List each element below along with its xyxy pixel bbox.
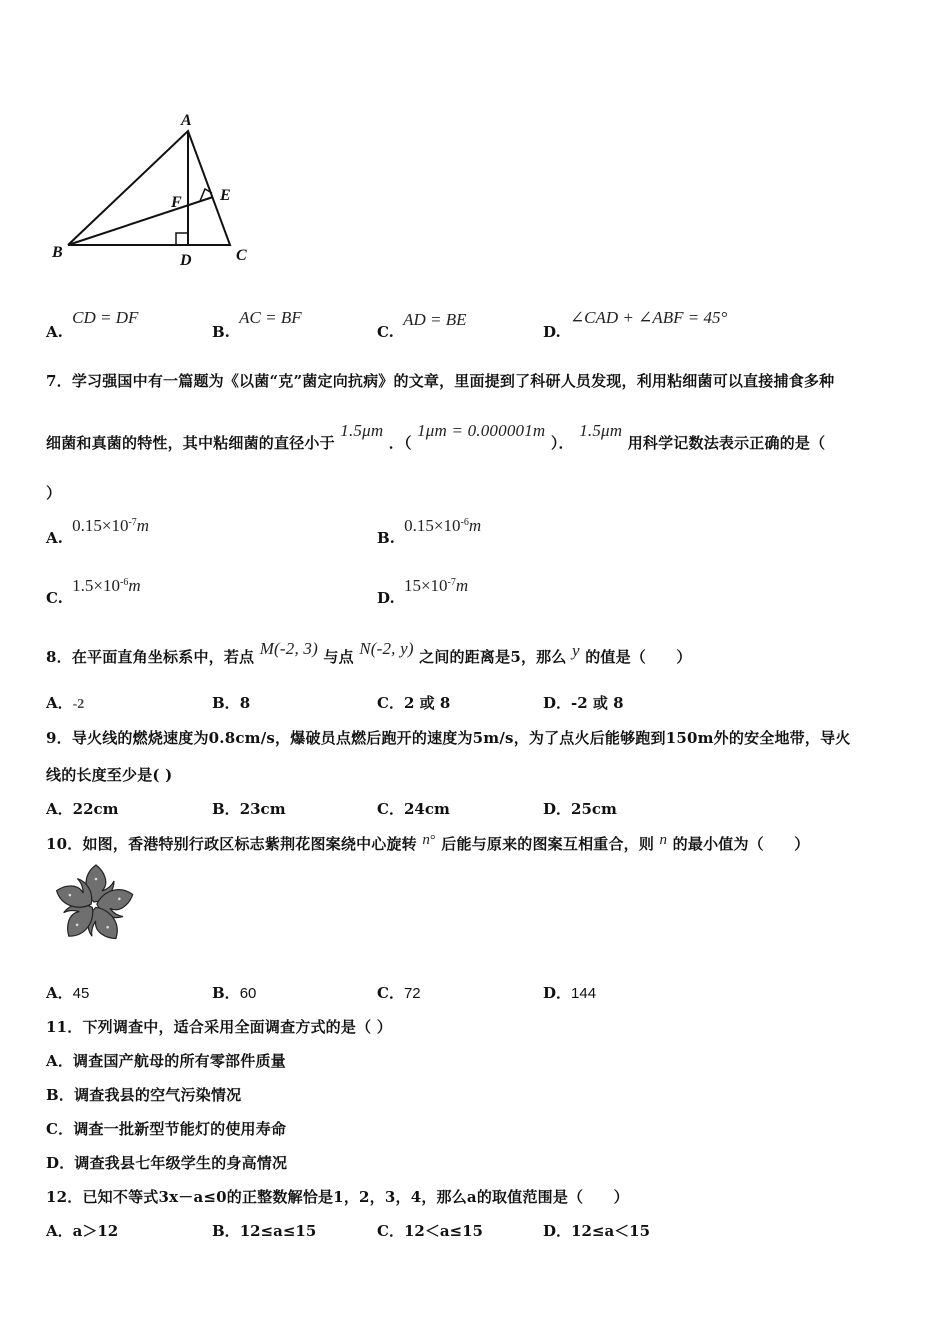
q7-option-base: 0.15×10 bbox=[404, 516, 461, 535]
q6-option-expr: ∠CAD + ∠ABF = 45° bbox=[569, 308, 728, 327]
q9-option-label: B． bbox=[212, 800, 240, 818]
q9-stem-line2: 线的长度至少是( ) bbox=[46, 766, 173, 784]
q9-option-label: A． bbox=[46, 800, 73, 818]
q8-text: 之间的距离是5，那么 bbox=[419, 648, 567, 666]
q6-option-a[interactable] bbox=[46, 308, 139, 342]
q8-option-label: B． bbox=[212, 694, 240, 712]
q9-stem-line1: 9．导火线的燃烧速度为0.8cm/s，爆破员点燃后跑开的速度为5m/s，为了点火后能够跑到150m外的安全地带，导火 bbox=[46, 729, 851, 747]
q7-option-exp: -6 bbox=[460, 517, 469, 528]
q9-option-label: C． bbox=[377, 800, 404, 818]
q10-text: 的最小值为（ ） bbox=[672, 835, 810, 853]
q8-text: 的值是（ ） bbox=[585, 648, 692, 666]
label-c: C bbox=[236, 247, 247, 264]
q7-option-label: A. bbox=[46, 529, 63, 547]
q7-option-label: D. bbox=[377, 589, 395, 607]
q12-option-label: A． bbox=[46, 1222, 73, 1240]
q8-option-label: C． bbox=[377, 694, 404, 712]
q10-option-label: A． bbox=[46, 984, 73, 1002]
q9-option-a[interactable] bbox=[46, 798, 119, 819]
q9-option-value: 25cm bbox=[571, 800, 617, 818]
q7-option-unit: m bbox=[128, 576, 141, 595]
q6-option-label: B. bbox=[212, 323, 230, 341]
q8-stem bbox=[46, 639, 692, 667]
q8-text: 8．在平面直角坐标系中，若点 bbox=[46, 648, 255, 666]
q9-option-value: 23cm bbox=[239, 800, 286, 818]
q8-option-value: -2 bbox=[72, 697, 85, 712]
q6-option-expr: CD = DF bbox=[72, 308, 139, 327]
q6-option-label: D. bbox=[543, 323, 561, 341]
q7-option-exp: -7 bbox=[128, 517, 137, 528]
triangle-abc-outline bbox=[68, 131, 230, 245]
q7-text: 用科学记数法表示正确的是（ bbox=[627, 434, 826, 452]
q8-option-a[interactable] bbox=[46, 692, 84, 713]
q10-option-value: 72 bbox=[403, 985, 421, 1002]
q7-stem-line3: ） bbox=[46, 484, 62, 502]
q7-text: ．（ bbox=[388, 434, 412, 452]
q10-option-value: 45 bbox=[72, 985, 90, 1002]
q9-option-label: D． bbox=[543, 800, 572, 818]
q12-option-a[interactable] bbox=[46, 1220, 118, 1241]
q12-option-value: a＞12 bbox=[72, 1222, 119, 1240]
q12-option-value: 12≤a＜15 bbox=[571, 1222, 651, 1240]
q6-option-expr: AD = BE bbox=[403, 310, 467, 329]
q7-option-label: B. bbox=[377, 529, 395, 547]
q10-option-value: 144 bbox=[571, 985, 597, 1002]
q11-stem: 11．下列调查中，适合采用全面调查方式的是（ ） bbox=[46, 1018, 392, 1036]
q7-option-base: 0.15×10 bbox=[72, 516, 129, 535]
q7-stem-line2 bbox=[46, 421, 826, 453]
q7-option-label: C. bbox=[46, 589, 63, 607]
label-f: F bbox=[171, 194, 182, 211]
q7-stem-line1: 7．学习强国中有一篇题为《以菌“克”菌定向抗病》的文章，里面提到了科研人员发现，利用粘细菌可以直接捕食多种 bbox=[46, 372, 835, 390]
q10-var-n-2: n bbox=[659, 832, 668, 848]
q9-option-c[interactable] bbox=[377, 798, 450, 819]
q12-option-b[interactable] bbox=[212, 1220, 316, 1241]
q8-text: 与点 bbox=[323, 648, 354, 666]
label-b: B bbox=[52, 244, 63, 261]
q10-option-label: C． bbox=[377, 984, 404, 1002]
q6-option-b[interactable] bbox=[212, 308, 302, 342]
q7-text: ）． bbox=[550, 434, 574, 452]
q8-option-c[interactable] bbox=[377, 692, 450, 713]
q10-option-a[interactable] bbox=[46, 982, 89, 1003]
q8-var-y: y bbox=[572, 641, 580, 660]
q8-point-m: M(-2, 3) bbox=[259, 639, 318, 658]
q7-option-exp: -6 bbox=[119, 577, 129, 588]
q7-option-unit: m bbox=[468, 516, 482, 535]
triangle-figure bbox=[40, 105, 270, 275]
q6-option-label: C. bbox=[377, 323, 394, 341]
q11-option-a[interactable]: A．调查国产航母的所有零部件质量 bbox=[46, 1052, 286, 1070]
q11-option-b[interactable]: B．调查我县的空气污染情况 bbox=[46, 1086, 242, 1104]
q9-option-value: 24cm bbox=[403, 800, 450, 818]
q9-option-value: 22cm bbox=[72, 800, 119, 818]
q7-option-unit: m bbox=[455, 576, 469, 595]
q9-option-b[interactable] bbox=[212, 798, 286, 819]
label-d: D bbox=[180, 252, 192, 269]
q10-text: 10．如图，香港特别行政区标志紫荆花图案绕中心旋转 bbox=[46, 835, 417, 853]
q8-option-value: -2 或 8 bbox=[571, 694, 624, 712]
q7-option-unit: m bbox=[136, 516, 150, 535]
q10-degree-symbol: ° bbox=[430, 833, 436, 848]
q6-option-c[interactable] bbox=[377, 310, 467, 342]
q10-var-n: n bbox=[422, 832, 431, 848]
q7-option-base: 15×10 bbox=[403, 576, 448, 595]
label-e: E bbox=[220, 187, 231, 204]
q12-option-label: C． bbox=[377, 1222, 404, 1240]
q8-option-label: D． bbox=[543, 694, 572, 712]
q8-option-label: A． bbox=[46, 694, 73, 712]
q8-point-n: N(-2, y) bbox=[359, 639, 414, 658]
q8-option-d[interactable] bbox=[543, 692, 624, 713]
q7-expr-conversion: 1μm = 0.000001m bbox=[417, 421, 546, 440]
q8-option-value: 8 bbox=[239, 694, 251, 712]
bauhinia-flower-figure bbox=[48, 862, 140, 948]
q10-option-d[interactable] bbox=[543, 982, 596, 1003]
q8-option-b[interactable] bbox=[212, 692, 250, 713]
q11-option-c[interactable]: C．调查一批新型节能灯的使用寿命 bbox=[46, 1120, 287, 1138]
q6-option-d[interactable] bbox=[543, 308, 728, 342]
q10-option-b[interactable] bbox=[212, 982, 256, 1003]
q6-option-label: A. bbox=[46, 323, 63, 341]
q8-option-value: 2 或 8 bbox=[403, 694, 451, 712]
q6-option-expr: AC = BF bbox=[239, 308, 302, 327]
q7-text: 细菌和真菌的特性，其中粘细菌的直径小于 bbox=[46, 434, 335, 452]
q12-option-value: 12≤a≤15 bbox=[239, 1222, 317, 1240]
q10-option-value: 60 bbox=[239, 985, 257, 1002]
right-angle-d bbox=[176, 233, 188, 245]
line-be bbox=[68, 197, 213, 245]
q10-option-label: D． bbox=[543, 984, 572, 1002]
q12-stem: 12．已知不等式3x－a≤0的正整数解恰是1，2，3，4，那么a的取值范围是（ ） bbox=[46, 1188, 629, 1206]
q12-option-value: 12＜a≤15 bbox=[403, 1222, 483, 1240]
q7-expr-diameter: 1.5μm bbox=[340, 421, 384, 440]
q10-stem bbox=[46, 833, 809, 854]
q9-option-d[interactable] bbox=[543, 798, 617, 819]
q12-option-c[interactable] bbox=[377, 1220, 483, 1241]
q7-option-base: 1.5×10 bbox=[72, 576, 120, 595]
q12-option-label: B． bbox=[212, 1222, 240, 1240]
q12-option-d[interactable] bbox=[543, 1220, 650, 1241]
q12-option-label: D． bbox=[543, 1222, 572, 1240]
q7-option-exp: -7 bbox=[447, 577, 456, 588]
label-a: A bbox=[181, 112, 192, 129]
q7-expr-diameter-2: 1.5μm bbox=[579, 421, 623, 440]
q10-text: 后能与原来的图案互相重合，则 bbox=[441, 835, 655, 853]
q10-option-label: B． bbox=[212, 984, 240, 1002]
q10-option-c[interactable] bbox=[377, 982, 421, 1003]
q11-option-d[interactable]: D．调查我县七年级学生的身高情况 bbox=[46, 1154, 288, 1172]
